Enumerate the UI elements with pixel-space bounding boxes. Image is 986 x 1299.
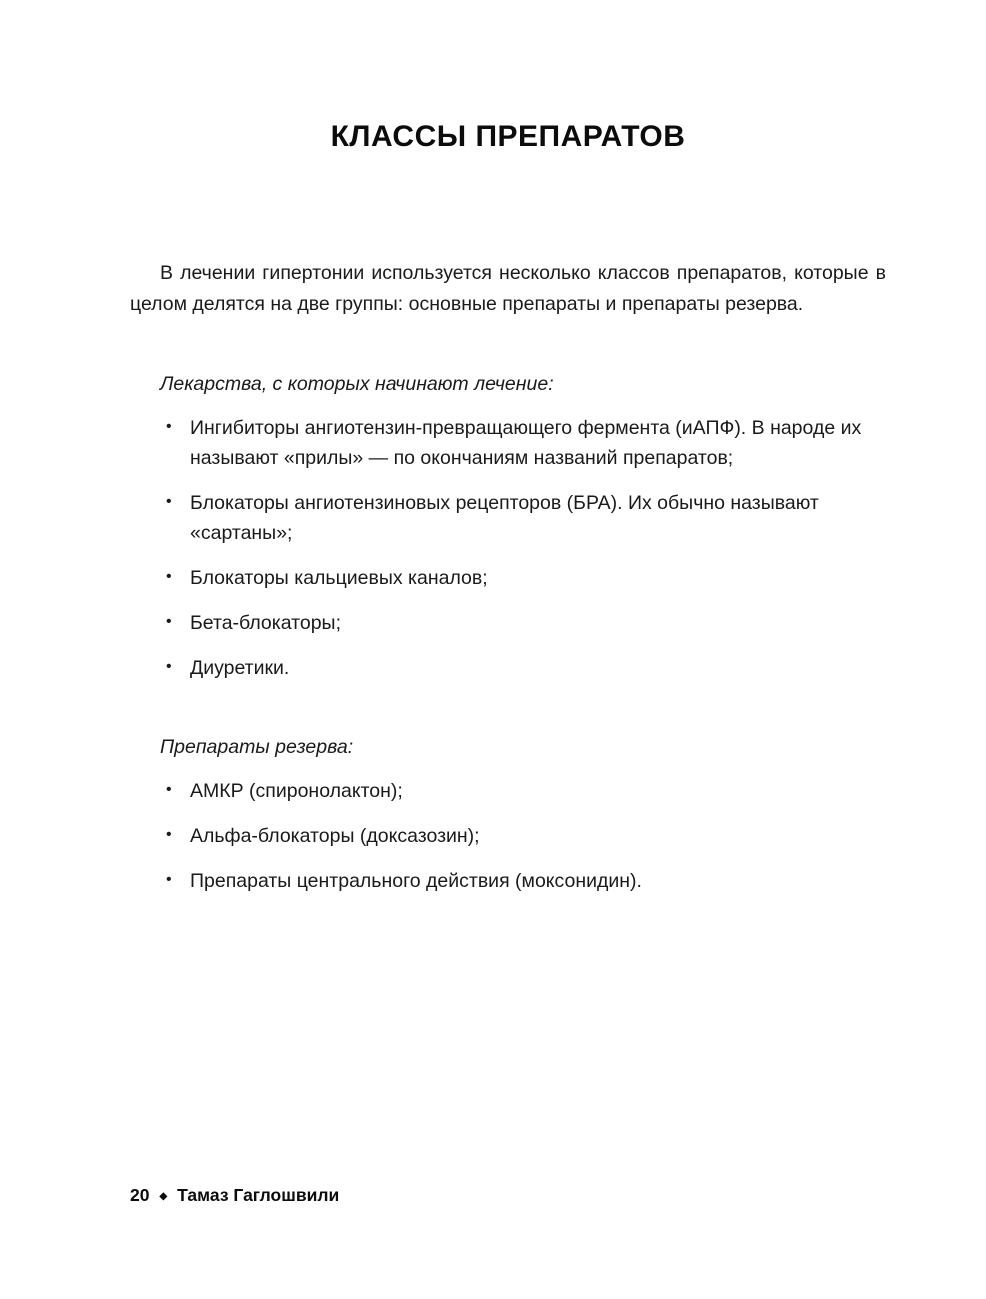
list-item-text: АМКР (спиронолактон); [190,780,403,802]
list-item-text: Ингибиторы ангиотензин-превращающего фермента (иАПФ). В народе их называют «прилы» — по окончаниям названий препаратов; [190,417,862,469]
intro-paragraph: В лечении гипертонии используется несколько классов препаратов, которые в целом делятся на две группы: основные препараты и препараты резерва. [130,262,886,315]
bullet-icon: • [166,418,172,435]
footer-author: Тамаз Гаглошвили [177,1185,340,1205]
section-heading-reserve: Препараты резерва: [160,736,354,758]
bullet-icon: • [166,781,172,798]
list-item [160,608,886,638]
page-title: КЛАССЫ ПРЕПАРАТОВ [330,120,686,153]
list-item [160,653,886,683]
bullet-icon: • [166,658,172,675]
list-item-text: Диуретики. [190,657,290,679]
page-footer [130,1185,339,1206]
list-item [160,563,886,593]
list-item [160,821,886,851]
bullet-icon: • [166,568,172,585]
bullet-icon: • [166,493,172,510]
list-item [160,866,886,896]
bullet-icon: • [166,871,172,888]
diamond-icon: ◆ [159,1190,168,1202]
page-number: 20 [130,1185,150,1205]
bullet-icon: • [166,613,172,630]
section-reserve-drugs [130,733,886,896]
section-heading-primary: Лекарства, с которых начинают лечение: [160,373,554,395]
list-item-text: Альфа-блокаторы (доксазозин); [190,825,480,847]
list-item-text: Бета-блокаторы; [190,612,341,634]
list-item [160,776,886,806]
list-item [160,413,886,473]
primary-drugs-list [160,413,886,683]
list-item-text: Блокаторы кальциевых каналов; [190,567,488,589]
bullet-icon: • [166,826,172,843]
list-item-text: Блокаторы ангиотензиновых рецепторов (БРА). Их обычно называют «сартаны»; [190,492,819,544]
reserve-drugs-list [160,776,886,896]
section-primary-drugs [130,370,886,683]
list-item-text: Препараты центрального действия (моксонидин). [190,870,642,892]
list-item [160,488,886,548]
